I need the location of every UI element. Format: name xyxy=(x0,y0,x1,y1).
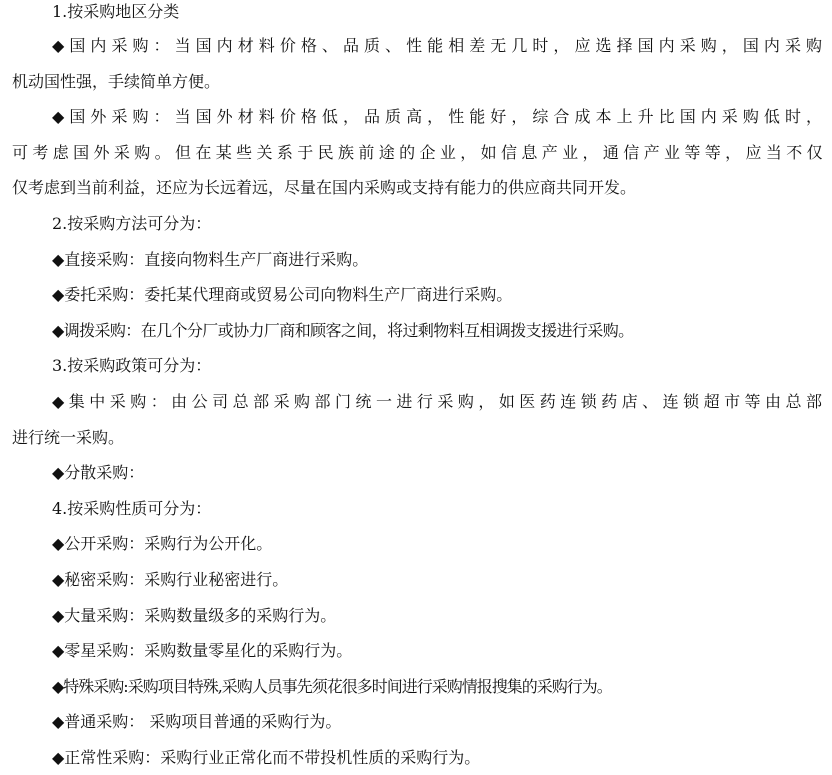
section-heading-2: 2.按采购方法可分为： xyxy=(52,213,212,233)
list-item-centralized-line-1: ◆集中采购：由公司总部采购部门统一进行采购，如医药连锁药店、连锁超市等由总部 xyxy=(52,391,822,411)
list-item-sporadic: ◆零星采购：采购数量零星化的采购行为。 xyxy=(52,641,353,661)
list-item-regular: ◆正常性采购：采购行业正常化而不带投机性质的采购行为。 xyxy=(52,747,481,767)
list-item-ordinary: ◆普通采购： 采购项目普通的采购行为。 xyxy=(52,712,342,732)
paragraph-foreign-line-3: 仅考虑到当前利益，还应为长远着远，尽量在国内采购或支持有能力的供应商共同开发。 xyxy=(12,178,637,198)
list-item-special: ◆特殊采购:采购项目特殊,采购人员事先须花很多时间进行采购情报搜集的采购行为。 xyxy=(52,676,612,696)
paragraph-domestic-line-2: 机动国性强，手续简单方便。 xyxy=(12,71,221,91)
list-item-direct: ◆直接采购：直接向物料生产厂商进行采购。 xyxy=(52,249,369,269)
list-item-transfer: ◆调拨采购：在几个分厂或协力厂商和顾客之间，将过剩物料互相调拨支援进行采购。 xyxy=(52,320,634,340)
paragraph-foreign-line-1: ◆国外采购：当国外材料价格低，品质高，性能好，综合成本上升比国内采购低时， xyxy=(52,107,822,127)
list-item-decentralized: ◆分散采购： xyxy=(52,463,145,483)
list-item-secret: ◆秘密采购：采购行业秘密进行。 xyxy=(52,569,289,589)
paragraph-domestic-line-1: ◆国内采购：当国内材料价格、品质、性能相差无几时，应选择国内采购，国内采购 xyxy=(52,36,822,55)
list-item-public: ◆公开采购：采购行为公开化。 xyxy=(52,534,273,554)
list-item-centralized-line-2: 进行统一采购。 xyxy=(12,427,125,447)
section-heading-1: 1.按采购地区分类 xyxy=(52,2,180,21)
list-item-bulk: ◆大量采购：采购数量级多的采购行为。 xyxy=(52,605,337,625)
paragraph-foreign-line-2: 可考虑国外采购。但在某些关系于民族前途的企业，如信息产业，通信产业等等，应当不仅 xyxy=(12,142,822,162)
list-item-entrusted: ◆委托采购：委托某代理商或贸易公司向物料生产厂商进行采购。 xyxy=(52,285,513,305)
section-heading-3: 3.按采购政策可分为： xyxy=(52,356,212,376)
section-heading-4: 4.按采购性质可分为： xyxy=(52,498,212,518)
